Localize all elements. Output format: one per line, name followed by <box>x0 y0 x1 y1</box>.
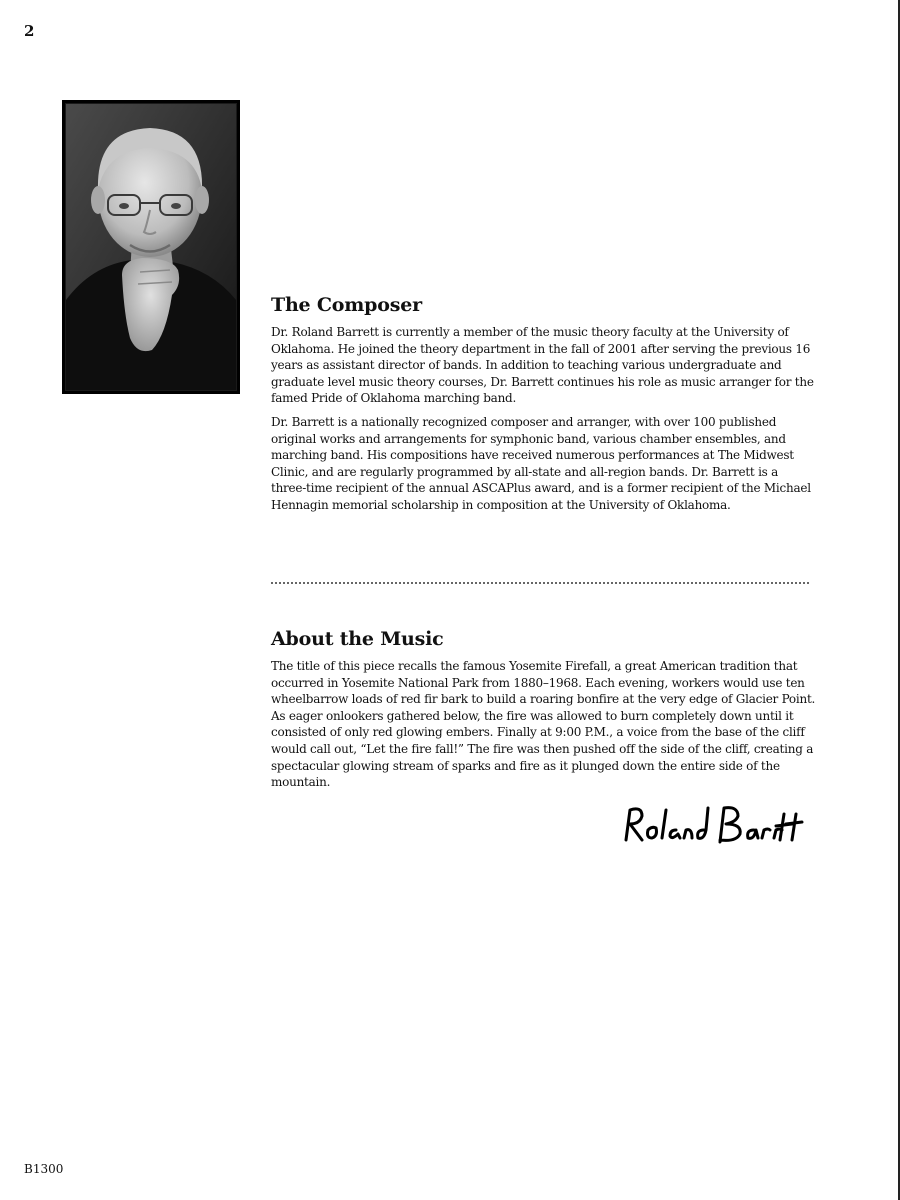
composer-paragraph: Dr. Barrett is a nationally recognized composer and arranger, with over 100 published original works and arrangements for symphonic band, various chamber ensembles, and marching band. His compositions have received numerous performances at The Midwest Clinic, and are regularly programmed by all-state and all-region bands. Dr. Barrett is a three-time recipient of the annual ASCAPlus award, and is a former recipient of the Michael Hennagin memorial scholarship in composition at the University of Oklahoma. <box>271 414 811 512</box>
about-music-heading: About the Music <box>271 628 444 650</box>
composer-photo <box>62 100 240 394</box>
catalog-code: B1300 <box>24 1162 64 1176</box>
about-music-paragraph: The title of this piece recalls the famous Yosemite Firefall, a great American tradition that occurred in Yosemite National Park from 1880–1968. Each evening, workers would use ten wheelbarrow loads of red fir bark to build a roaring bonfire at the very edge of Glacier Point. As eager onlookers gathered below, the fire was allowed to burn completely down until it consisted of only red glowing embers. Finally at 9:00 P.M., a voice from the base of the cliff would call out, “Let the fire fall!” The fire was then pushed off the side of the cliff, creating a spectacular glowing stream of sparks and fire as it plunged down the entire side of the mountain. <box>271 659 816 790</box>
composer-signature <box>620 800 805 850</box>
signature-image <box>620 800 805 850</box>
composer-portrait-image <box>62 100 240 394</box>
composer-section <box>271 294 816 521</box>
section-divider <box>271 582 809 584</box>
page-number: 2 <box>24 22 35 40</box>
composer-heading: The Composer <box>271 294 422 316</box>
composer-paragraph: Dr. Roland Barrett is currently a member of the music theory faculty at the University of Oklahoma. He joined the theory department in the fall of 2001 after serving the previous 16 years as assistant director of bands. In addition to teaching various undergraduate and graduate level music theory courses, Dr. Barrett continues his role as music arranger for the famed Pride of Oklahoma marching band. <box>271 325 814 406</box>
about-music-section <box>271 628 816 798</box>
